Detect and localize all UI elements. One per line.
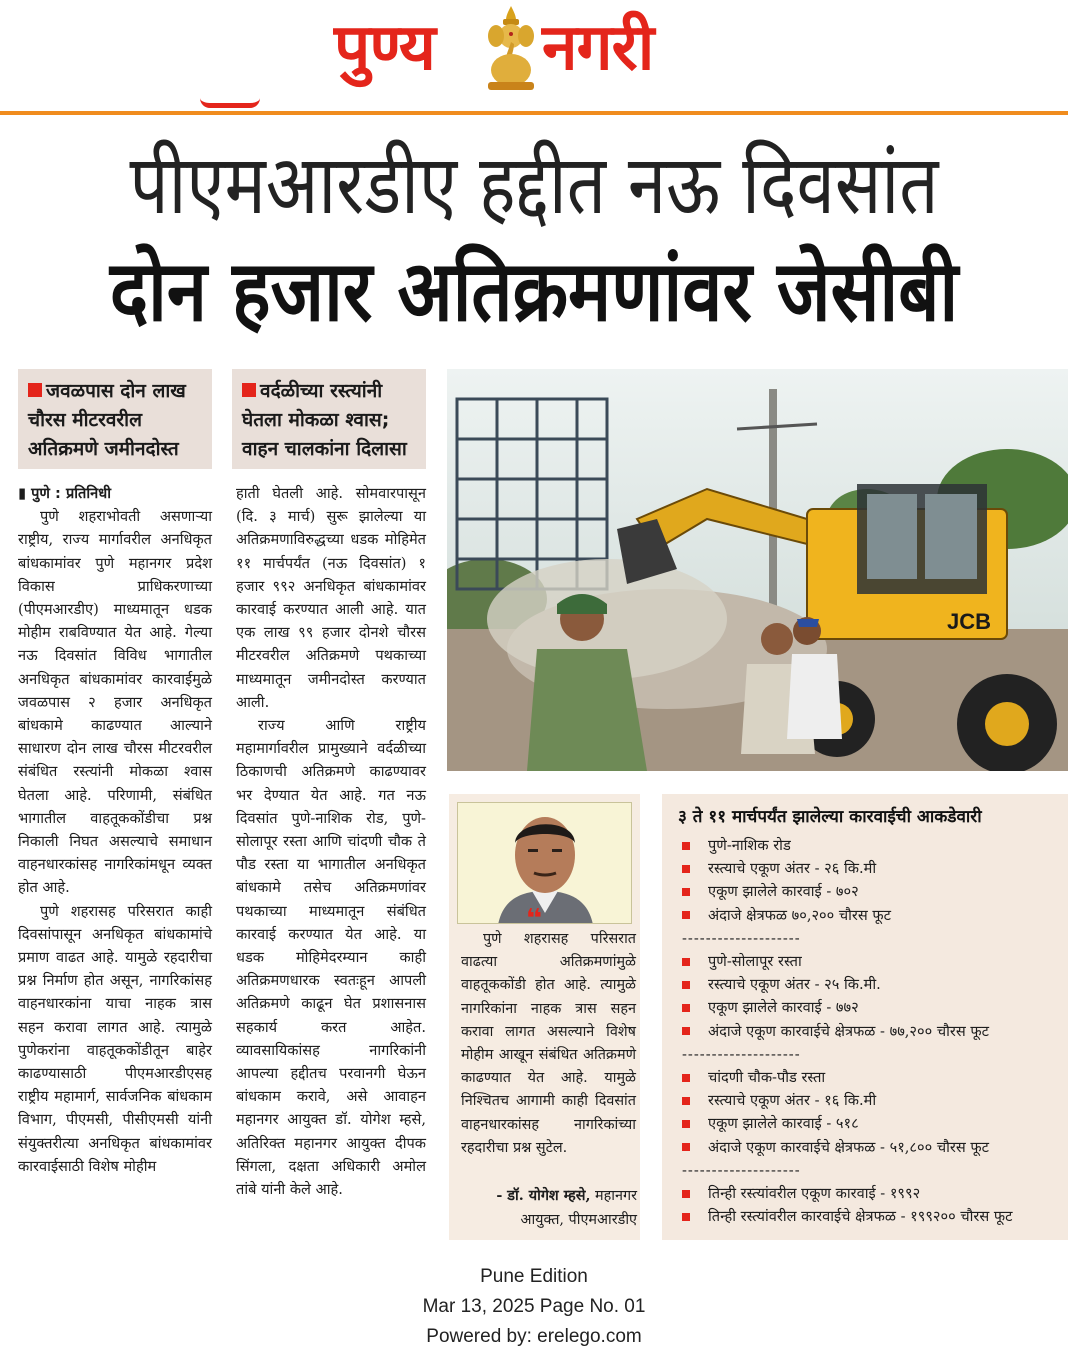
stats-total-actions: तिन्ही रस्त्यांवरील एकूण कारवाई - १९९२ [672,1182,1058,1205]
masthead [0,0,1068,114]
quote-attribution [457,1184,637,1232]
stats-separator: -------------------- [682,929,801,947]
article-paragraph: राज्य आणि राष्ट्रीय महामार्गावरील प्रामुख्याने वर्दळीच्या ठिकाणची अतिक्रमणे काढण्यावर भर देण्यात येत आहे. गत नऊ दिवसांत पुणे-नाशिक रोड, पुणे-सोलापूर रस्ता आणि चांदणी चौक ते पौड रस्ता या भागातील अनधिकृत बांधकामे तसेच अतिक्रमणांवर पथकाच्या माध्यमातून संबंधित कारवाई करण्यात येत आहे. या धडक मोहिमेदरम्यान काही अतिक्रमणधारक स्वतःहून आपली अतिक्रमणे काढून घेत प्रशासनास सहकार्य करत आहेत. व्यावसायिकांसह नागरिकांनी आपल्या हद्दीतच परवानगी घेऊन बांधकाम करावे, असे आवाहन महानगर आयुक्त डॉ. योगेश म्हसे, अतिरिक्त महानगर आयुक्त दीपक सिंगला, दक्षता अधिकारी अमोल तांबे यांनी केले आहे. [236,717,426,1199]
article-paragraph: पुणे शहरासह परिसरात काही दिवसांपासून अनधिकृत बांधकामांचे प्रमाण वाढत आहे. यामुळे रहदारीचा प्रश्न निर्माण होत असून, नागरिकांसह वाहनधारकांना याचा नाहक त्रास सहन करावा लागत आहे. त्यामुळे पुणेकरांना वाहतूककोंडीतून बाहेर काढण्यासाठी पीएमआरडीएसह राष्ट्रीय महामार्ग, सार्वजनिक बांधकाम विभाग, पीएमसी, पीसीएमसी यांनी संयुक्तरीत्या अनधिकृत बांधकामांवर कारवाईसाठी विशेष मोहीम [18,902,212,1175]
photo-illustration [447,369,1068,771]
article-paragraph: हाती घेतली आहे. सोमवारपासून (दि. ३ मार्च) सुरू झालेल्या या अतिक्रमणाविरुद्धच्या धडक मोहिमेत ११ मार्चपर्यंत (नऊ दिवसांत) १ हजार ९९२ अनधिकृत बांधकामांवर कारवाई करण्यात आली आहे. यात एक लाख ९९ हजार दोनशे चौरस मीटरवरील अतिक्रमणे पथकाच्या माध्यमातून जमीनदोस्त करण्यात आली. [236,485,426,711]
subhead-box-1 [18,369,212,469]
footer-date-page: Mar 13, 2025 Page No. 01 [422,1296,646,1317]
article-column-1 [18,482,212,1178]
headline-line-1: पीएमआरडीए हद्दीत नऊ दिवसांत [129,138,939,233]
stats-separator: -------------------- [682,1161,801,1179]
jcb-excavator-photo [447,369,1068,771]
stats-area-1: अंदाजे क्षेत्रफळ ७०,२०० चौरस फूट [672,904,1058,927]
footer-edition: Pune Edition [480,1266,588,1287]
person-portrait-illustration [458,803,632,924]
masthead-swoosh [200,98,260,108]
masthead-title-left: पुण्य [334,11,435,85]
stats-road-2: पुणे-सोलापूर रस्ता [672,950,1058,973]
stats-title: ३ ते ११ मार्चपर्यंत झालेल्या कारवाईची आकडेवारी [678,807,982,827]
stats-list [672,834,1058,1228]
byline: ▮ पुणे : प्रतिनिधी [18,485,111,502]
subhead-1-text: जवळपास दोन लाख चौरस मीटरवरील अतिक्रमणे जमीनदोस्त [28,380,186,460]
article-column-2 [236,482,426,1201]
red-square-icon [242,383,256,397]
quote-text: पुणे शहरासह परिसरात वाढत्या अतिक्रमणांमुळे वाहतूककोंडी होत आहे. त्यामुळे नागरिकांना नाहक त्रास सहन करावा लागत असल्याने विशेष मोहीम आखून संबंधित अतिक्रमणे काढण्यात येत आहे. यामुळे निश्चितच आगामी काही दिवसांत वाहनधारकांसह नागरिकांच्या रहदारीचा प्रश्न सुटेल. [461,931,636,1156]
jcb-label: JCB [947,609,992,634]
stats-distance-3: रस्त्याचे एकूण अंतर - १६ कि.मी [672,1089,1058,1112]
quote-box [449,794,640,1240]
footer [0,1262,1068,1348]
stats-separator: -------------------- [682,1045,801,1063]
stats-area-3: अंदाजे एकूण कारवाईचे क्षेत्रफळ - ५१,८०० चौरस फूट [672,1136,1058,1159]
headline-line-2: दोन हजार अतिक्रमणांवर जेसीबी [109,242,959,340]
stats-distance-2: रस्त्याचे एकूण अंतर - २५ कि.मी. [672,973,1058,996]
stats-distance-1: रस्त्याचे एकूण अंतर - २६ कि.मी [672,857,1058,880]
article-paragraph: पुणे शहराभोवती असणाऱ्या राष्ट्रीय, राज्य मार्गावरील अनधिकृत बांधकामांवर पुणे महानगर प्रदेश विकास प्राधिकरणाच्या (पीएमआरडीए) माध्यमातून धडक मोहीम राबविण्यात येत आहे. गेल्या नऊ दिवसांत विविध भागातील अनधिकृत बांधकामांवर कारवाईमुळे जवळपास २ हजार अनधिकृत बांधकामे काढण्यात आल्याने साधारण दोन लाख चौरस मीटरवरील संबंधित रस्त्यांनी मोकळा श्वास घेतला आहे. परिणामी, संबंधित भागातील वाहतूककोंडीचा प्रश्न निकाली निघत असल्याचे समाधान वाहनधारकांसह नागरिकांमधून व्यक्त होत आहे. [18,508,212,897]
portrait-photo [457,802,632,924]
ganesh-icon [478,4,544,92]
footer-powered-by: Powered by: erelego.com [426,1326,642,1347]
quote-author-role-2: आयुक्त, पीएमआरडीए [520,1212,637,1228]
stats-road-1: पुणे-नाशिक रोड [672,834,1058,857]
subhead-box-2 [232,369,426,469]
stats-actions-1: एकूण झालेले कारवाई - ७०२ [672,880,1058,903]
masthead-title-right: नगरी [542,11,654,85]
stats-road-3: चांदणी चौक-पौड रस्ता [672,1066,1058,1089]
masthead-rule [0,111,1068,115]
quote-author-role-1: महानगर [595,1188,637,1204]
byline-text: पुणे : प्रतिनिधी [31,485,111,502]
quote-author: - डॉ. योगेश म्हसे, [496,1187,591,1204]
stats-total-area: तिन्ही रस्त्यांवरील कारवाईचे क्षेत्रफळ - १९९२०० चौरस फूट [672,1205,1058,1228]
red-square-icon [28,383,42,397]
quote-marks-icon: ❛❛ [526,904,541,934]
stats-area-2: अंदाजे एकूण कारवाईचे क्षेत्रफळ - ७७,२०० चौरस फूट [672,1020,1058,1043]
subhead-2-text: वर्दळीच्या रस्त्यांनी घेतला मोकळा श्वास; वाहन चालकांना दिलासा [242,380,407,460]
stats-box [662,794,1068,1240]
stats-actions-3: एकूण झालेले कारवाई - ५१८ [672,1112,1058,1135]
stats-actions-2: एकूण झालेले कारवाई - ७७२ [672,996,1058,1019]
